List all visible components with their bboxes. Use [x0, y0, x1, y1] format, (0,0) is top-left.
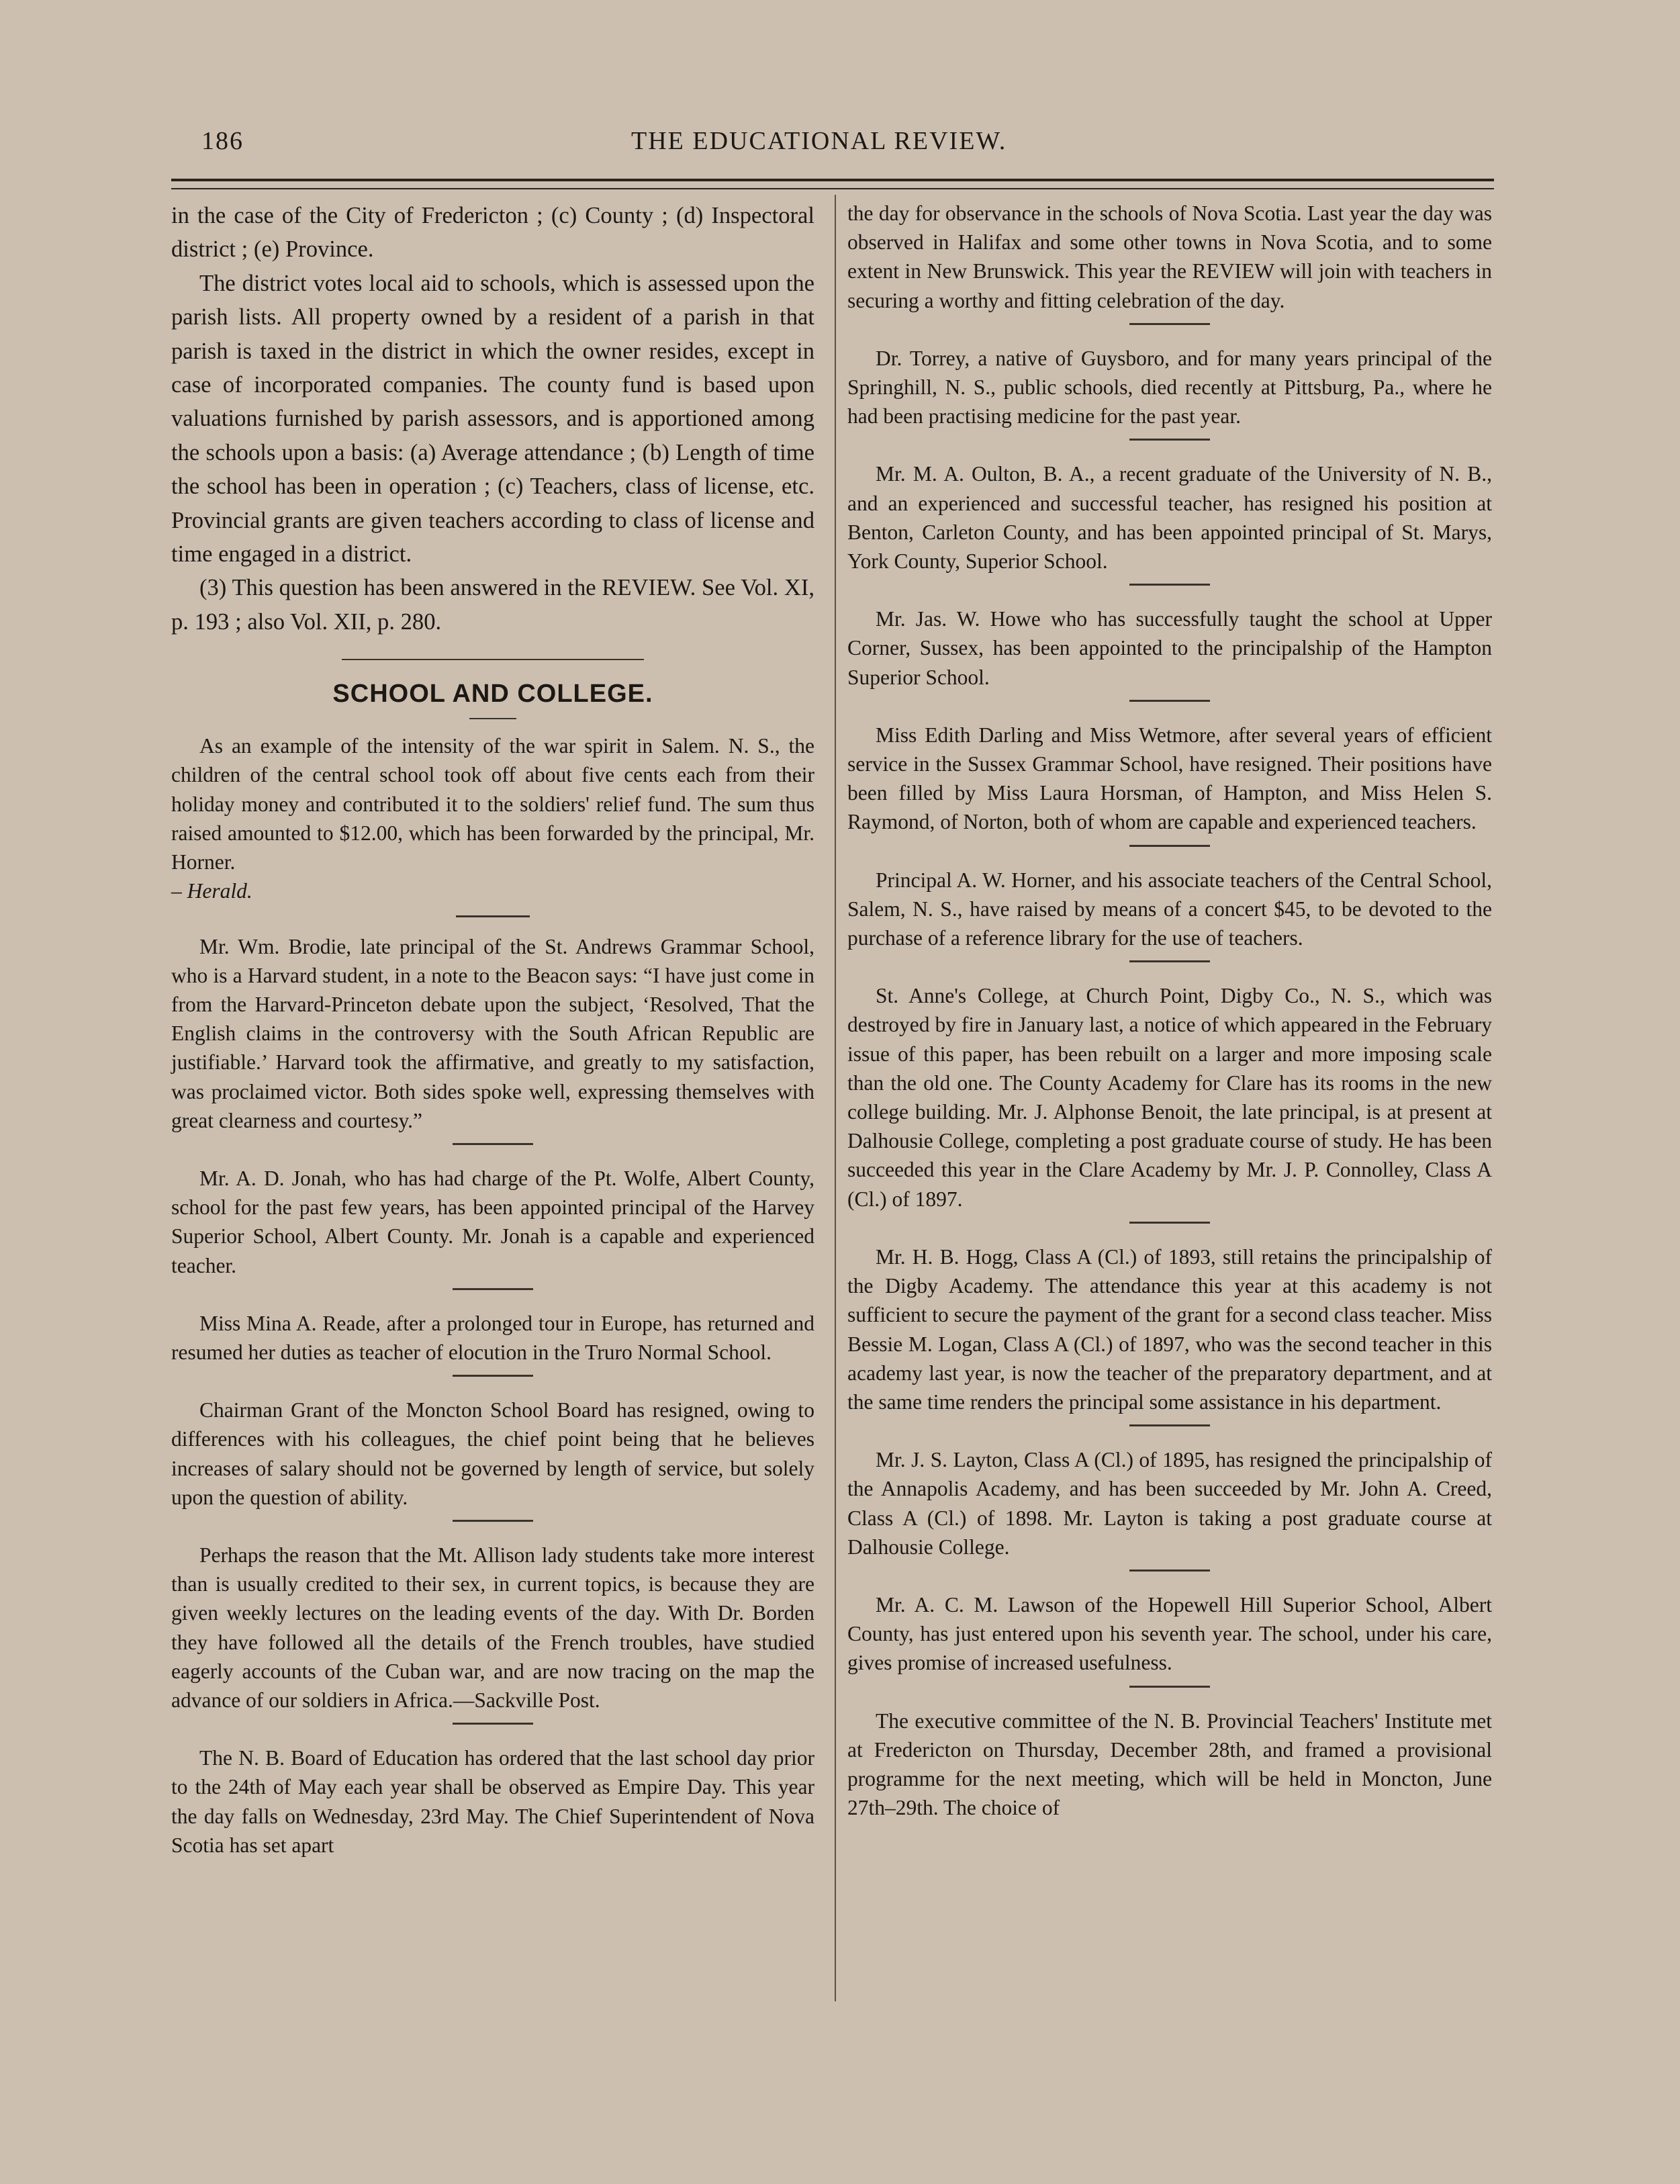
left-column	[171, 199, 814, 1860]
header-rule	[171, 179, 1494, 181]
news-item: Mr. M. A. Oulton, B. A., a recent graduate of the University of N. B., and an experienced and successful teacher, has resigned his position at Benton, Carleton County, and has been appointed principal of St. Marys, York County, Superior School.	[847, 462, 1492, 574]
item-separator	[456, 915, 530, 917]
item-separator	[1129, 1569, 1210, 1572]
section-rule	[342, 659, 644, 660]
section-heading: SCHOOL AND COLLEGE.	[332, 680, 653, 709]
news-item: The executive committee of the N. B. Provincial Teachers' Institute met at Fredericton on Thursday, December 28th, and framed a provisional programme for the next meeting, which will be held in Moncton, June 27th–29th. The choice of	[847, 1709, 1492, 1820]
news-item: Mr. J. S. Layton, Class A (Cl.) of 1895, has resigned the principalship of the Annapolis Academy, and has been succeeded by Mr. John A. Creed, Class A (Cl.) of 1898. Mr. Layton is taking a post graduate course at Dalhousie College.	[847, 1448, 1492, 1559]
news-item: Miss Edith Darling and Miss Wetmore, after several years of efficient service in the Sussex Grammar School, have resigned. Their positions have been filled by Miss Laura Horsman, of Hampton, and Miss Helen S. Raymond, of Norton, both of whom are capable and experienced teachers.	[847, 723, 1492, 834]
news-item: St. Anne's College, at Church Point, Digby Co., N. S., which was destroyed by fire in January last, a notice of which appeared in the February issue of this paper, has been rebuilt on a larger and more imposing scale than the old one. The County Academy for Clare has its rooms in the new college building. Mr. J. Alphonse Benoit, the late principal, is at present at Dalhousie College, completing a post graduate course of study. He has been succeeded this year in the Clare Academy by Mr. J. P. Connolley, Class A (Cl.) of 1897.	[847, 984, 1492, 1211]
section-dash	[469, 718, 516, 719]
news-item: Perhaps the reason that the Mt. Allison lady students take more interest than is usually credited to their sex, in current topics, is because they are given weekly lectures on the leading events of the day. With Dr. Borden they have followed all the details of the French troubles, have studied eagerly accounts of the Cuban war, and are now tracing on the map the advance of our soldiers in Africa.—Sackville Post.	[171, 1543, 814, 1712]
item-separator	[453, 1143, 533, 1145]
item-separator	[1129, 845, 1210, 847]
journal-title: THE EDUCATIONAL REVIEW.	[631, 127, 1007, 155]
news-item: Mr. H. B. Hogg, Class A (Cl.) of 1893, still retains the principalship of the Digby Academy. The attendance this year at this academy is not sufficient to secure the payment of the grant for a second class teacher. Miss Bessie M. Logan, Class A (Cl.) of 1897, who was the second teacher in this academy last year, is now the teacher of the preparatory department, and at the same time renders the principal some assistance in his department.	[847, 1244, 1492, 1414]
news-item: Chairman Grant of the Moncton School Board has resigned, owing to differences with his colleagues, the chief point being that he believes increases of salary should not be governed by length of service, but solely upon the question of ability.	[171, 1398, 814, 1509]
item-separator	[453, 1375, 533, 1377]
intro-paragraph: in the case of the City of Fredericton ; (c) County ; (d) Inspectoral district ; (e) Province.	[171, 203, 814, 263]
news-item: Miss Mina A. Reade, after a prolonged tour in Europe, has returned and resumed her duties as teacher of elocution in the Truro Normal School.	[171, 1311, 814, 1364]
right-column	[847, 199, 1492, 1822]
news-item: The N. B. Board of Education has ordered that the last school day prior to the 24th of May each year shall be observed as Empire Day. This year the day falls on Wednesday, 23rd May. The Chief Superintendent of Nova Scotia has set apart	[171, 1746, 814, 1857]
item-separator	[453, 1723, 533, 1725]
item-separator	[1129, 700, 1210, 702]
news-item: Mr. Jas. W. Howe who has successfully taught the school at Upper Corner, Sussex, has been appointed to the principalship of the Hampton Superior School.	[847, 607, 1492, 689]
item-separator	[1129, 439, 1210, 441]
item-separator	[453, 1288, 533, 1290]
news-item: Principal A. W. Horner, and his associate teachers of the Central School, Salem, N. S., have raised by means of a concert $45, to be devoted to the purchase of a reference library for the use of teachers.	[847, 868, 1492, 950]
news-item: Dr. Torrey, a native of Guysboro, and for many years principal of the Springhill, N. S., public schools, died recently at Pittsburg, Pa., where he had been practising medicine for the past year.	[847, 346, 1492, 428]
page-number: 186	[201, 127, 244, 155]
news-item: the day for observance in the schools of Nova Scotia. Last year the day was observed in Halifax and some other towns in Nova Scotia, and to some extent in New Brunswick. This year the REVIEW will join with teachers in securing a worthy and fitting celebration of the day.	[847, 201, 1492, 312]
news-credit: – Herald.	[171, 879, 252, 903]
intro-paragraph: (3) This question has been answered in the REVIEW. See Vol. XI, p. 193 ; also Vol. XII, p. 280.	[171, 575, 814, 635]
news-item: As an example of the intensity of the war spirit in Salem. N. S., the children of the central school took off about five cents each from their holiday money and contributed it to the soldiers' relief fund. The sum thus raised amounted to $12.00, which has been forwarded by the principal, Mr. Horner.	[171, 734, 814, 874]
item-separator	[1129, 1424, 1210, 1426]
column-divider	[835, 195, 836, 2001]
news-item: Mr. A. D. Jonah, who has had charge of the Pt. Wolfe, Albert County, school for the past few years, has been appointed principal of the Harvey Superior School, Albert County. Mr. Jonah is a capable and experienced teacher.	[171, 1166, 814, 1277]
intro-paragraph: The district votes local aid to schools, which is assessed upon the parish lists. All property owned by a resident of a parish in that parish is taxed in the district in which the owner resides, except in case of incorporated companies. The county fund is based upon valuations furnished by parish assessors, and is apportioned among the schools upon a basis: (a) Average attendance ; (b) Length of time the school has been in operation ; (c) Teachers, class of license, etc. Provincial grants are given teachers according to class of license and time engaged in a district.	[171, 270, 814, 567]
page-header	[201, 126, 1497, 167]
header-rule-thin	[171, 188, 1494, 189]
news-item: Mr. A. C. M. Lawson of the Hopewell Hill Superior School, Albert County, has just entered upon his seventh year. The school, under his care, gives promise of increased usefulness.	[847, 1592, 1492, 1675]
item-separator	[1129, 1686, 1210, 1688]
item-separator	[1129, 584, 1210, 586]
item-separator	[1129, 323, 1210, 325]
item-separator	[1129, 1222, 1210, 1224]
item-separator	[1129, 960, 1210, 962]
news-item: Mr. Wm. Brodie, late principal of the St. Andrews Grammar School, who is a Harvard student, in a note to the Beacon says: “I have just come in from the Harvard-Princeton debate upon the subject, ‘Resolved, That the English claims in the controversy with the South African Republic are justifiable.’ Harvard took the affirmative, and greatly to my satisfaction, was proclaimed victor. Both sides spoke well, expressing themselves with great clearness and courtesy.”	[171, 934, 814, 1132]
item-separator	[453, 1520, 533, 1522]
